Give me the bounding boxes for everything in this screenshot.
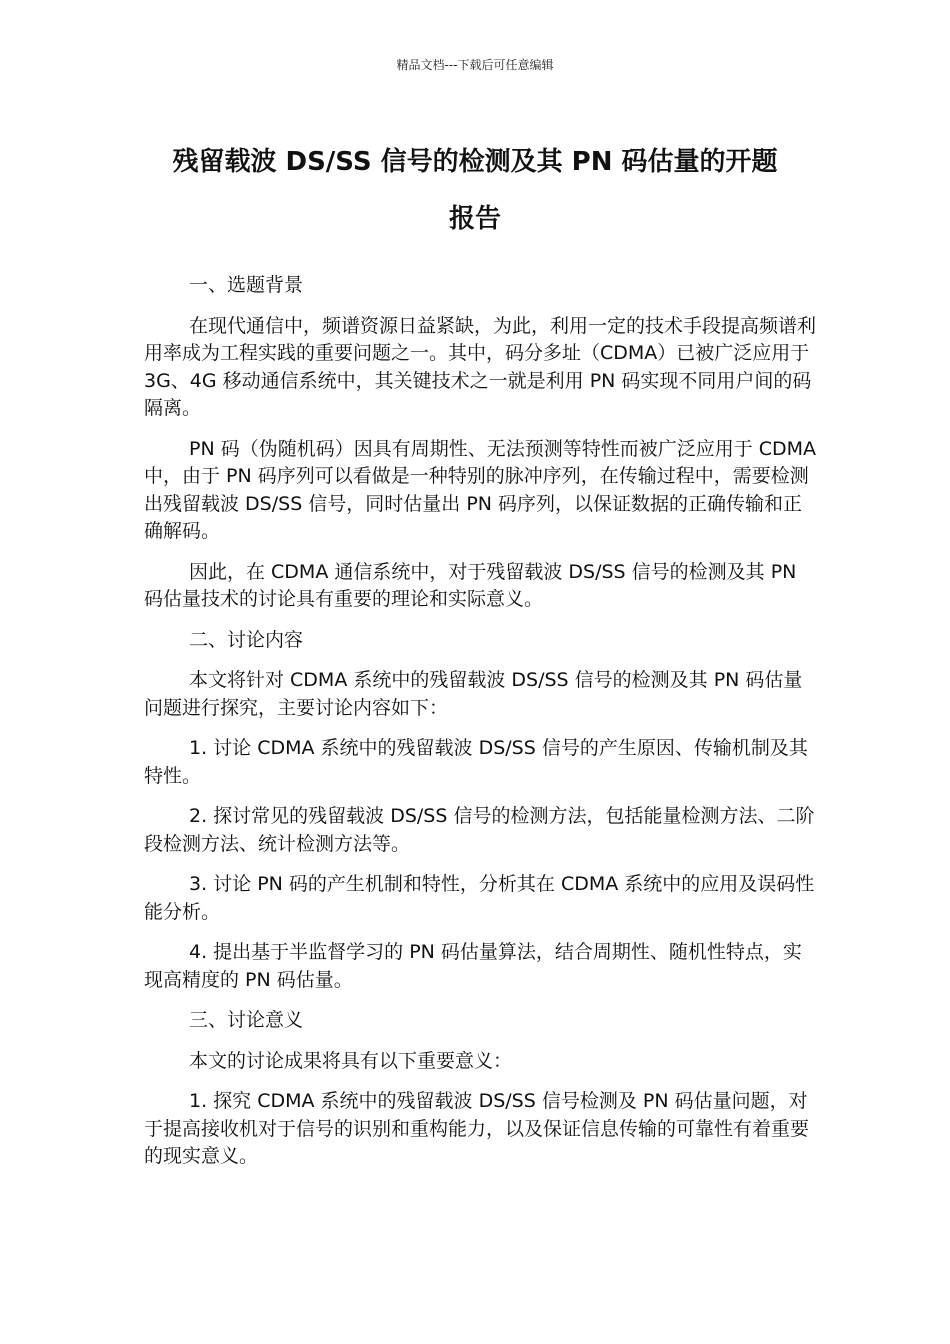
document-title-line-2: 报告: [448, 204, 501, 234]
page-header-note: 精品文档---下载后可任意编辑: [396, 58, 554, 72]
section-heading-background: 一、选题背景: [189, 274, 304, 296]
section-heading-research-content: 二、讨论内容: [189, 628, 304, 651]
section-heading-significance: 三、讨论意义: [189, 1009, 304, 1031]
document-title-line-1: 残留载波 DS/SS 信号的检测及其 PN 码估量的开题: [172, 147, 778, 177]
document-body: [144, 272, 819, 1184]
list-item: 1. 讨论 CDMA 系统中的残留载波 DS/SS 信号的产生原因、传输机制及其特性。: [144, 737, 808, 787]
list-item: 1. 探究 CDMA 系统中的残留载波 DS/SS 信号检测及 PN 码估量问题，对于提高接收机对于信号的识别和重构能力，以及保证信息传输的可靠性有着重要的现实意义。: [144, 1090, 810, 1167]
paragraph: 在现代通信中，频谱资源日益紧缺，为此，利用一定的技术手段提高频谱利用率成为工程实践的重要问题之一。其中，码分多址（CDMA）已被广泛应用于 3G、4G 移动通信系统中，其关键技术之一就是利用 PN 码实现不同用户间的码隔离。: [144, 314, 817, 419]
list-item: 3. 讨论 PN 码的产生机制和特性，分析其在 CDMA 系统中的应用及误码性能分析。: [144, 873, 815, 923]
paragraph: 本文的讨论成果将具有以下重要意义：: [189, 1049, 513, 1072]
paragraph: PN 码（伪随机码）因具有周期性、无法预测等特性而被广泛应用于 CDMA 中，由于 PN 码序列可以看做是一种特别的脉冲序列，在传输过程中，需要检测出残留载波 DS/SS 信号，同时估量出 PN 码序列，以保证数据的正确传输和正确解码。: [144, 437, 817, 542]
paragraph: 因此，在 CDMA 通信系统中，对于残留载波 DS/SS 信号的检测及其 PN 码估量技术的讨论具有重要的理论和实际意义。: [144, 560, 797, 610]
paragraph: 本文将针对 CDMA 系统中的残留载波 DS/SS 信号的检测及其 PN 码估量问题进行探究，主要讨论内容如下：: [144, 669, 803, 719]
list-item: 4. 提出基于半监督学习的 PN 码估量算法，结合周期性、随机性特点，实现高精度的 PN 码估量。: [144, 941, 802, 991]
document-title: [140, 134, 810, 248]
list-item: 2. 探讨常见的残留载波 DS/SS 信号的检测方法，包括能量检测方法、二阶段检测方法、统计检测方法等。: [144, 805, 815, 855]
